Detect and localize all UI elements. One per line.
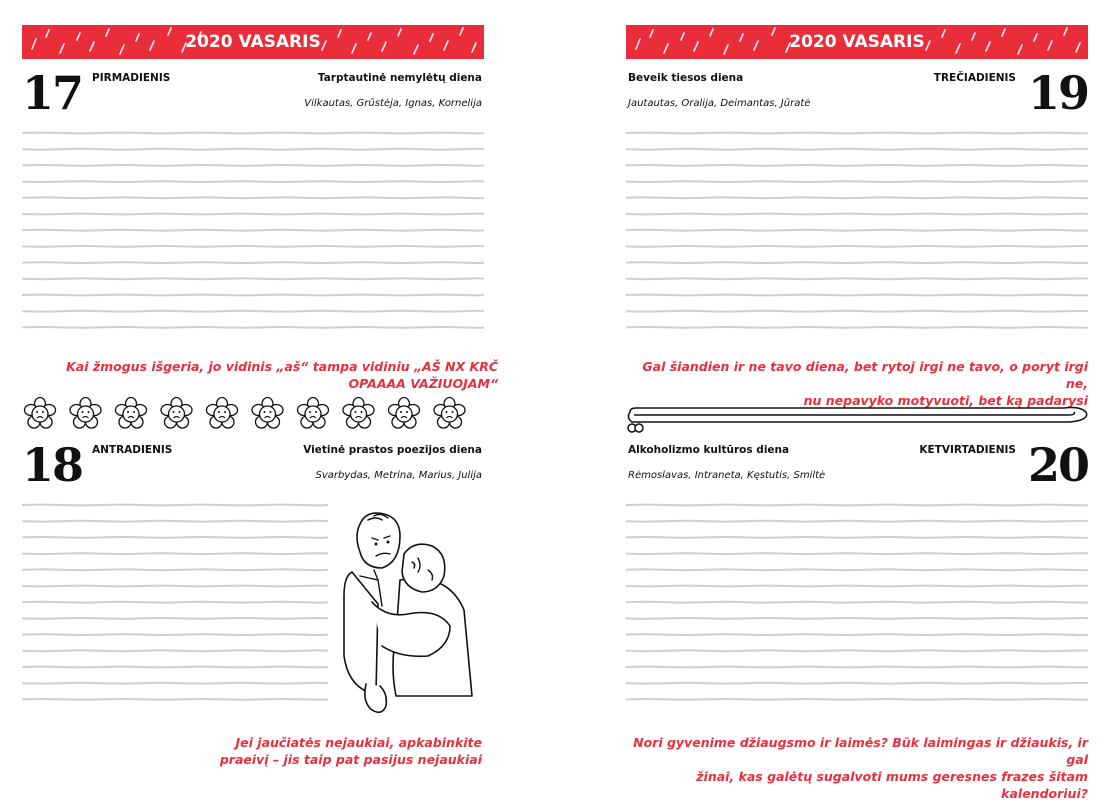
writing-lines-17[interactable] [22,125,484,345]
writing-line [22,278,484,279]
writing-line [22,214,484,215]
sad-flower-row [22,397,484,431]
quote-line: praeivį – jis taip pat pasijus nejaukiai [219,752,482,767]
sad-flower-icon [389,398,420,429]
writing-lines-20[interactable] [626,497,1088,717]
writing-line [626,634,1088,635]
writing-line [22,586,328,587]
writing-line [626,553,1088,554]
writing-line [22,683,328,684]
writing-line [626,537,1088,538]
quote-20 [618,734,1088,802]
writing-line [22,650,328,651]
writing-line [22,521,328,522]
writing-lines-18[interactable] [22,497,328,717]
month-banner-left [22,25,484,59]
banner-title: 2020 VASARIS [789,32,925,52]
sad-flower-icon [343,398,374,429]
sad-flower-icon [298,398,329,429]
sad-flower-icon [70,398,101,429]
name-days: Jautautas, Oralija, Deimantas, Jūratė [628,98,811,109]
writing-line [626,181,1088,182]
banner-title: 2020 VASARIS [185,32,321,52]
sad-flower-icon [252,398,283,429]
holiday-label: Vietinė prastos poezijos diena [303,444,482,456]
writing-line [626,262,1088,263]
writing-line [22,149,484,150]
writing-line [22,197,484,198]
weekday-label: KETVIRTADIENIS [919,444,1016,456]
writing-line [626,650,1088,651]
month-banner-right [626,25,1088,59]
writing-line [22,165,484,166]
writing-line [626,311,1088,312]
quote-18 [182,734,482,768]
writing-line [626,618,1088,619]
writing-line [626,569,1088,570]
writing-line [626,586,1088,587]
day-number-20: 20 [1027,438,1088,492]
writing-line [626,505,1088,506]
day-number-19: 19 [1027,66,1088,120]
writing-line [22,327,484,328]
writing-line [626,133,1088,134]
weekday-label: TREČIADIENIS [933,72,1016,84]
quote-line: OPAAAA VAŽIUOJAM“ [348,376,498,391]
holiday-label: Alkoholizmo kultūros diena [628,444,790,456]
writing-line [626,602,1088,603]
writing-line [626,214,1088,215]
quote-line: nu nepavyko motyvuoti, bet ką padarysi [803,393,1088,408]
writing-line [626,295,1088,296]
weekday-label: ANTRADIENIS [92,444,173,456]
writing-line [626,521,1088,522]
quote-17 [38,358,498,392]
writing-line [22,634,328,635]
day-number-17: 17 [22,66,83,120]
writing-line [626,197,1088,198]
sad-flower-icon [25,398,56,429]
writing-line [626,667,1088,668]
holiday-label: Tarptautinė nemylėtų diena [317,72,482,84]
writing-line [22,230,484,231]
writing-line [22,569,328,570]
writing-line [626,165,1088,166]
weekday-label: PIRMADIENIS [92,72,171,84]
name-days: Vilkautas, Grūstėja, Ignas, Kornelija [304,98,482,109]
quote-line: Gal šiandien ir ne tavo diena, bet rytoj irgi ne tavo, o poryt irgi ne, [642,359,1088,391]
writing-line [22,295,484,296]
name-days: Svarbydas, Metrina, Marius, Julija [315,470,482,481]
writing-line [626,230,1088,231]
holiday-label: Beveik tiesos diena [628,72,744,84]
long-stick-icon [624,402,1092,436]
writing-line [22,181,484,182]
writing-line [22,602,328,603]
sad-flower-icon [161,398,192,429]
writing-line [22,537,328,538]
writing-line [22,553,328,554]
writing-line [22,133,484,134]
writing-line [22,667,328,668]
writing-line [626,278,1088,279]
day-number-18: 18 [22,438,83,492]
writing-line [626,246,1088,247]
writing-line [22,618,328,619]
quote-line: žinai, kas galėtų sugalvoti mums geresnes frazes šitam kalendoriui? [696,769,1088,801]
sad-flower-icon [207,398,238,429]
writing-lines-19[interactable] [626,125,1088,345]
writing-line [626,149,1088,150]
writing-line [22,262,484,263]
hug-illustration [338,506,480,720]
sad-flower-icon [434,398,465,429]
writing-line [22,699,328,700]
writing-line [626,327,1088,328]
quote-line: Jei jaučiatės nejaukiai, apkabinkite [235,735,482,750]
name-days: Rėmoslavas, Intraneta, Kęstutis, Smiltė [628,470,826,481]
writing-line [626,683,1088,684]
writing-line [626,699,1088,700]
sad-flower-icon [116,398,147,429]
writing-line [22,246,484,247]
quote-line: Nori gyvenime džiaugsmo ir laimės? Būk laimingas ir džiaukis, ir gal [633,735,1088,767]
quote-line: Kai žmogus išgeria, jo vidinis „aš“ tampa vidiniu „AŠ NX KRČ [66,359,498,374]
writing-line [22,311,484,312]
writing-line [22,505,328,506]
